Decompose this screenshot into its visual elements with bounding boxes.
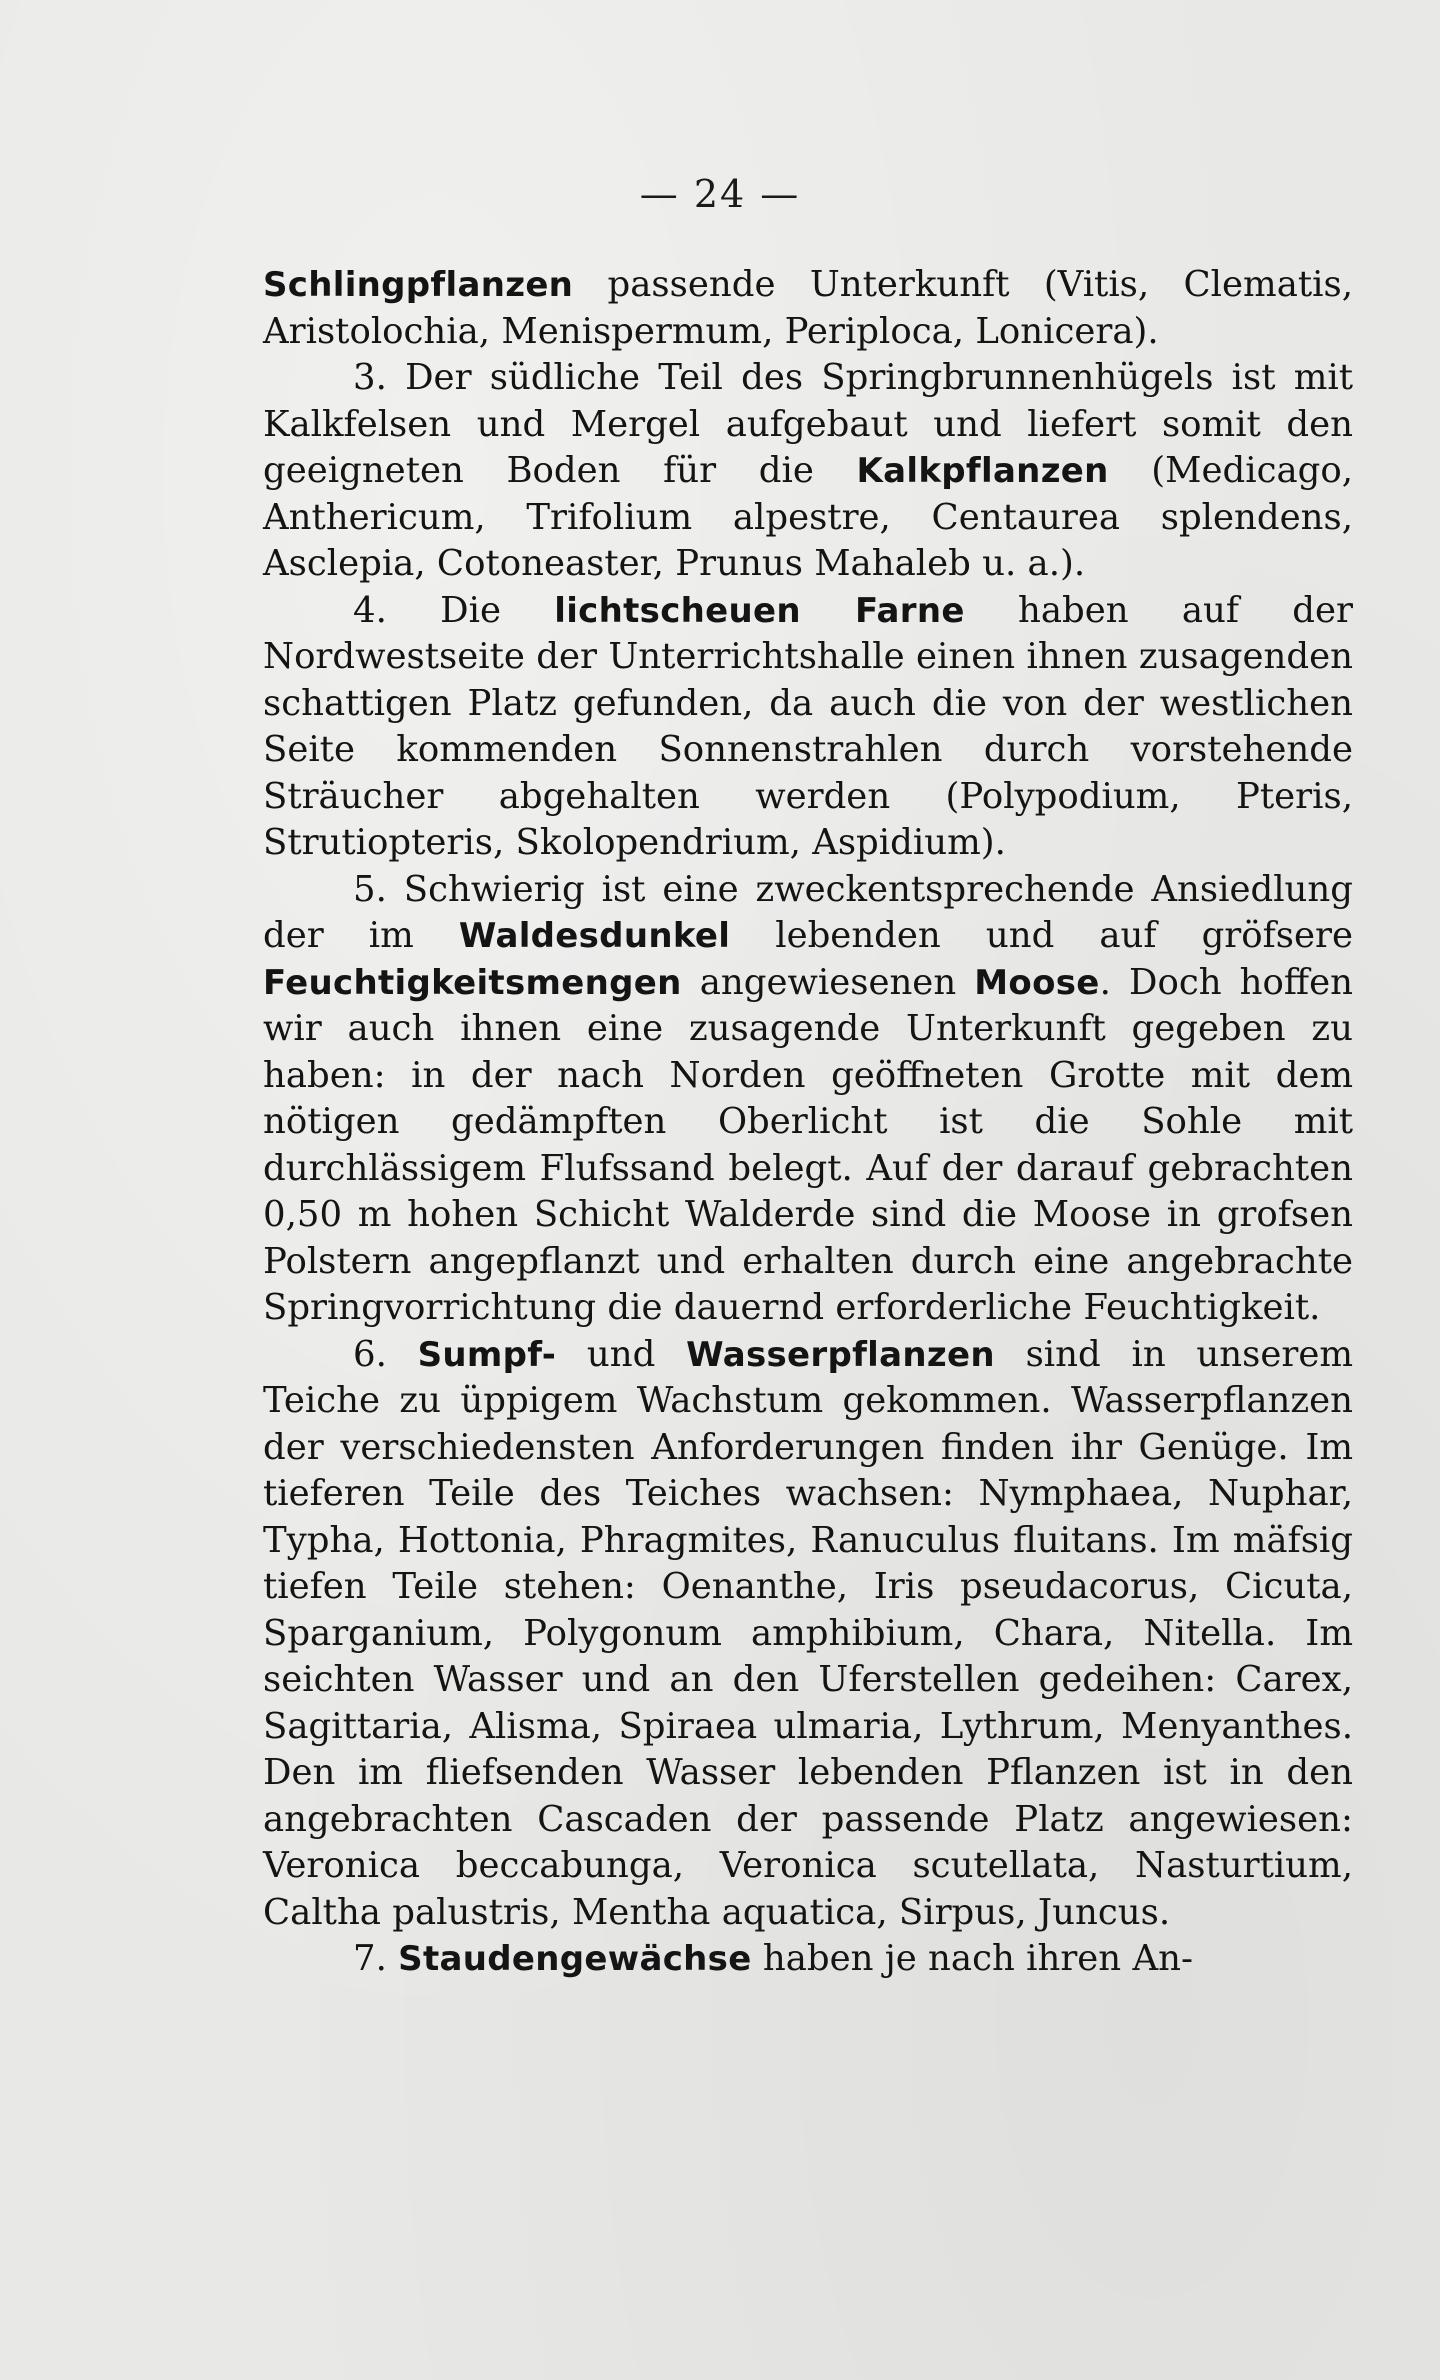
paragraph-4-farne (263, 588, 1353, 867)
page-number: — 24 — (639, 172, 801, 216)
body-text (263, 262, 1353, 1983)
emphasis-term: Waldesdunkel (458, 916, 731, 956)
text-run: und (556, 1333, 687, 1375)
text-run: lebenden und auf gröfsere (730, 915, 1353, 956)
text-run: angewiesenen (681, 961, 975, 1003)
text-run: 5. Schwierig ist eine zweckentsprechende Ansiedlung der im (263, 868, 1353, 956)
emphasis-term: lichtscheuen Farne (554, 590, 965, 631)
emphasis-term: Sumpf- (417, 1334, 557, 1375)
paragraph-6-wasserpflanzen (263, 1332, 1353, 1937)
emphasis-term: Kalkpflanzen (856, 451, 1109, 491)
emphasis-term: Staudengewächse (398, 1939, 752, 1979)
paragraph-continuation (263, 262, 1353, 355)
text-run: 6. (353, 1333, 418, 1375)
emphasis-term: Moose (974, 962, 1100, 1003)
text-run: (Medicago, Anthericum, Trifolium alpestre, Centaurea splendens, Asclepia, Cotoneaster, Prunus Mahaleb u. a.). (263, 450, 1354, 584)
text-run: . Doch hoffen wir auch ihnen eine zusagende Unterkunft gegeben zu haben: in der nach Norden geöffneten Grotte mit dem nötigen gedämpften Oberlicht ist die Sohle mit durchlässigem Flufssand belegt. Auf der darauf gebrachten 0,50 m hohen Schicht Walderde sind die Moose in grofsen Polstern angepflanzt und erhalten durch eine angebrachte Springvorrichtung die dauernd erforderliche Feuchtigkeit. (263, 961, 1354, 1328)
text-run: sind in unserem Teiche zu üppigem Wachstum gekommen. Wasserpflanzen der verschiedensten Anforderungen finden ihr Genüge. Im tieferen Teile des Teiches wachsen: Nymphaea, Nuphar, Typha, Hottonia, Phragmites, Ranuculus fluitans. Im mäfsig tiefen Teile stehen: Oenanthe, Iris pseudacorus, Cicuta, Sparganium, Polygonum amphibium, Chara, Nitella. Im seichten Wasser und an den Uferstellen gedeihen: Carex, Sagittaria, Alisma, Spiraea ulmaria, Lythrum, Menyanthes. Den im fliefsenden Wasser lebenden Pflanzen ist in den angebrachten Cascaden der passende Platz angewiesen: Veronica beccabunga, Veronica scutellata, Nasturtium, Caltha palustris, Mentha aquatica, Sirpus, Juncus. (263, 1333, 1354, 1933)
emphasis-term: Wasserpflanzen (686, 1334, 995, 1375)
text-run: 3. Der südliche Teil des Springbrunnenhügels ist mit Kalkfelsen und Mergel aufgebaut und liefert somit den geeigneten Boden für die (263, 357, 1353, 491)
paragraph-5-moose (263, 867, 1353, 1332)
text-run: passende Unterkunft (Vitis, Clematis, Aristolochia, Menispermum, Periploca, Lonicera). (263, 264, 1353, 352)
text-run: 7. (353, 1938, 399, 1979)
text-run: haben je nach ihren An- (751, 1938, 1193, 1979)
text-run: haben auf der Nordwestseite der Unterrichtshalle einen ihnen zusagenden schattigen Platz gefunden, da auch die von der westlichen Seite kommenden Sonnenstrahlen durch vorstehende Sträucher abgehalten werden (Polypodium, Pteris, Strutiopteris, Skolopendrium, Aspidium). (263, 589, 1354, 863)
emphasis-term: Feuchtigkeitsmengen (263, 962, 682, 1003)
paragraph-7-staudengewaechse (263, 1936, 1353, 1983)
paragraph-3-kalkpflanzen (263, 355, 1353, 588)
emphasis-term: Schlingpflanzen (263, 265, 574, 305)
text-run: 4. Die (353, 589, 555, 631)
